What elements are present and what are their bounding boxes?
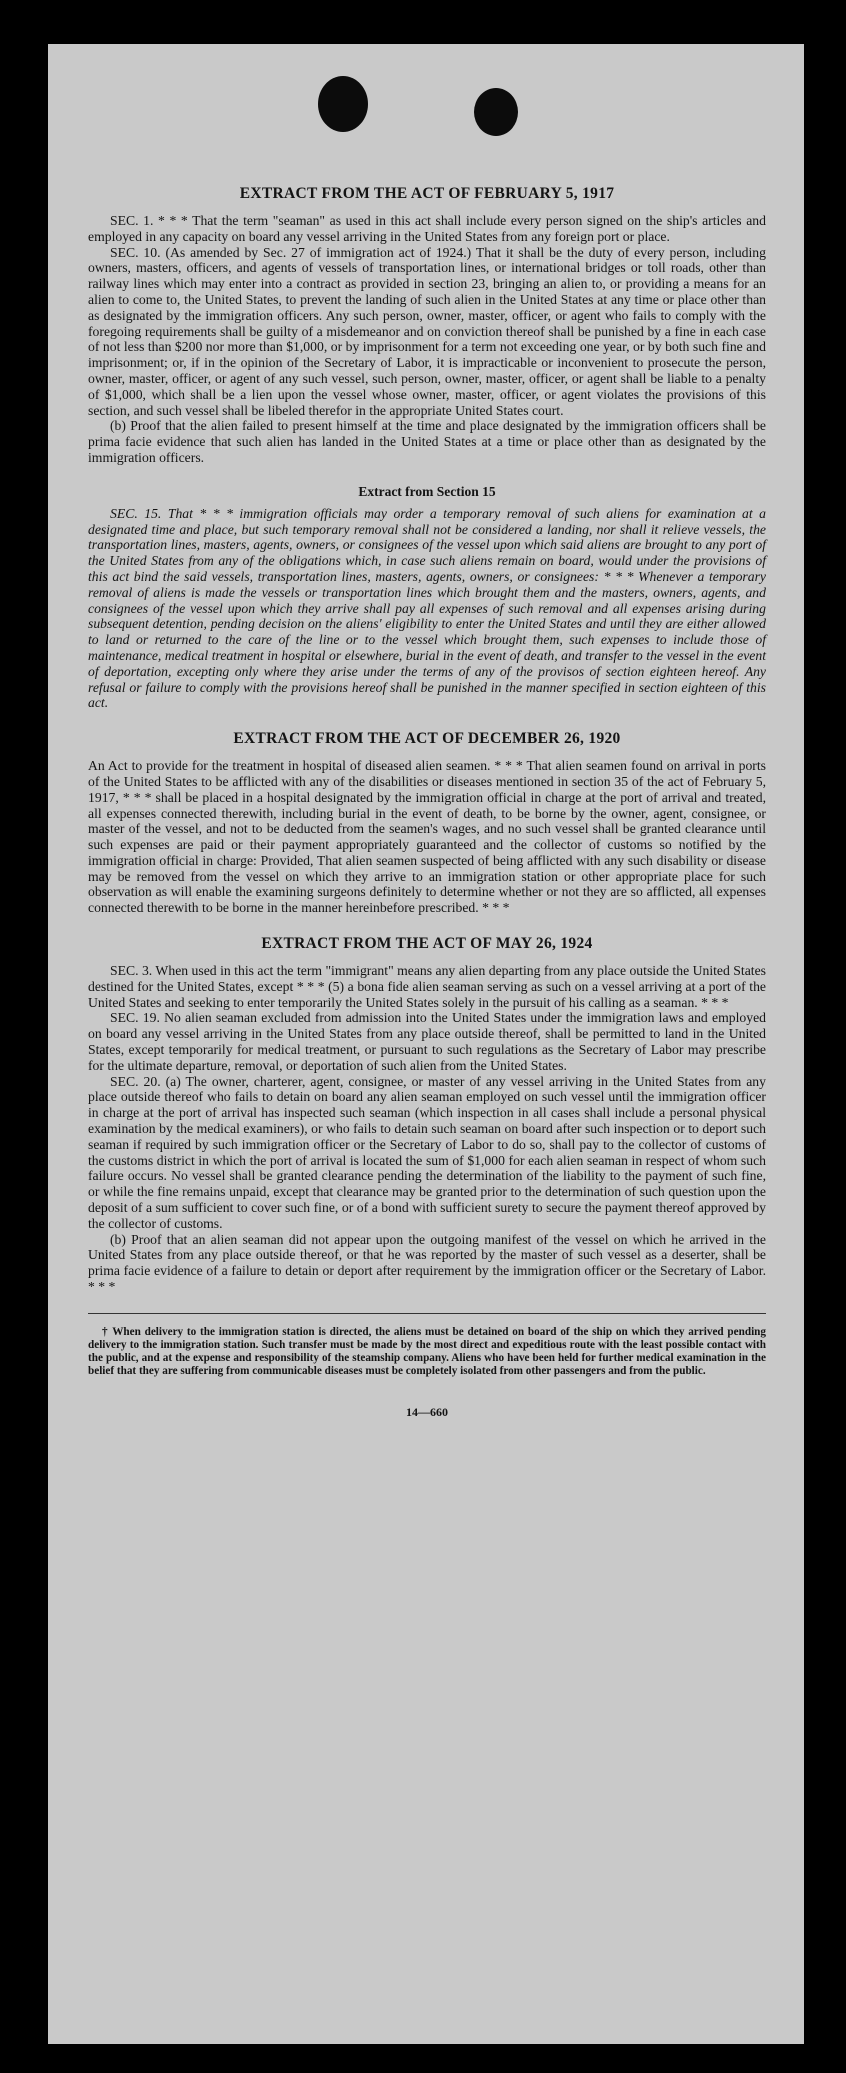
paragraph-act-1920: An Act to provide for the treatment in hospital of diseased alien seamen. * * * That alien seamen found on arrival in ports of the United States to be afflicted with any of the disabilities or diseases mentioned in section 35 of the act of February 5, 1917, * * * shall be placed in a hospital designated by the immigration official in charge at the port of arrival and treated, all expenses connected therewith, including burial in the event of death, to be borne by the owner, agent, consignee, or master of the vessel, and not to be deducted from the seamen's wages, and no such vessel shall be granted clearance until such expenses are paid or their payment appropriately guaranteed and the collector of customs so notified by the immigration official in charge: Provided, That alien seamen suspected of being afflicted with any such disability or disease may be removed from the vessel on which they arrive to an immigration station or other appropriate place for such observation as will enable the examining surgeons definitely to determine whether or not they are so afflicted, all expenses connected therewith to be borne in the manner hereinbefore prescribed. * * * (88, 758, 766, 916)
section-act-1917 (88, 184, 766, 466)
footnote-divider (88, 1313, 766, 1314)
paragraph-sec-20-b: (b) Proof that an alien seaman did not appear upon the outgoing manifest of the vessel on which he arrived in the United States from any place outside thereof, or that he was reported by the master of such vessel as a deserter, shall be prima facie evidence of a failure to detain or deport after requirement by the immigration officer or the Secretary of Labor. * * * (88, 1231, 766, 1295)
section-act-1924 (88, 934, 766, 1295)
paragraph-sec-15: SEC. 15. That * * * immigration officials may order a temporary removal of such aliens for examination at a designated time and place, but such temporary removal shall not be considered a landing, nor shall it relieve vessels, the transportation lines, masters, agents, owners, or consignees of the vessel upon which said aliens are brought to any port of the United States from any of the obligations which, in case such aliens remain on board, would under the provisions of this act bind the said vessels, transportation lines, masters, agents, owners, or consignees: * * * Whenever a temporary removal of aliens is made the vessels or transportation lines which brought them and the masters, owners, agents, and consignees of the vessel upon which they arrive shall pay all expenses of such removal and all expenses arising during subsequent detention, pending decision on the aliens' eligibility to enter the United States and until they are either allowed to land or returned to the care of the line or to the vessel which brought them, such expenses to include those of maintenance, medical treatment in hospital or elsewhere, burial in the event of death, and transfer to the vessel in the event of deportation, excepting only where they arise under the terms of any of the provisos of section eighteen hereof. Any refusal or failure to comply with the provisions hereof shall be punished in the manner specified in section eighteen of this act. (88, 505, 766, 711)
footnote: † When delivery to the immigration station is directed, the aliens must be detained on board of the ship on which they arrived pending delivery to the immigration station. Such transfer must be made by the most direct and expeditious route with the least possible contact with the public, and at the expense and responsibility of the steamship company. Aliens who have been held for further medical examination in the belief that they are suffering from communicable diseases must be completely isolated from other passengers and from the public. (88, 1325, 766, 1378)
heading-section-15: Extract from Section 15 (358, 483, 496, 499)
heading-act-1920: EXTRACT FROM THE ACT OF DECEMBER 26, 1920 (233, 730, 621, 748)
paragraph-sec-19: SEC. 19. No alien seaman excluded from admission into the United States under the immigration laws and employed on board any vessel arriving in the United States from any place outside thereof, shall be permitted to land in the United States, except temporarily for medical treatment, or pursuant to such regulations as the Secretary of Labor may prescribe for the ultimate departure, removal, or deportation of such alien from the United States. (88, 1010, 766, 1073)
paragraph-sec-1: SEC. 1. * * * That the term "seaman" as used in this act shall include every person signed on the ship's articles and employed in any capacity on board any vessel arriving in the United States from any foreign port or place. (88, 213, 766, 244)
punch-hole (474, 88, 518, 136)
paragraph-sec-20-a: SEC. 20. (a) The owner, charterer, agent, consignee, or master of any vessel arriving in the United States from any place outside thereof who fails to detain on board any alien seaman employed on such vessel until the immigration officer in charge at the port of arrival has inspected such seaman (which inspection in all cases shall include a personal physical examination by the medical examiners), or who fails to detain such seaman on board after such inspection or to deport such seaman if required by such immigration officer or the Secretary of Labor to do so, shall pay to the collector of customs of the customs district in which the port of arrival is located the sum of $1,000 for each alien seaman in respect of whom such failure occurs. No vessel shall be granted clearance pending the determination of the liability to the payment of such fine, or while the fine remains unpaid, except that clearance may be granted prior to the determination of such question upon the deposit of a sum sufficient to cover such fine, or of a bond with sufficient surety to secure the payment thereof approved by the collector of customs. (88, 1073, 766, 1231)
heading-act-1924: EXTRACT FROM THE ACT OF MAY 26, 1924 (261, 935, 593, 953)
section-15 (88, 484, 766, 711)
document-sheet (48, 44, 804, 2044)
document-body (88, 184, 766, 1420)
punch-hole (318, 76, 368, 132)
heading-act-1917: EXTRACT FROM THE ACT OF FEBRUARY 5, 1917 (239, 185, 615, 202)
paragraph-sec-3: SEC. 3. When used in this act the term "immigrant" means any alien departing from any place outside the United States destined for the United States, except * * * (5) a bona fide alien seaman serving as such on a vessel arriving at a port of the United States and seeking to enter temporarily the United States solely in the pursuit of his calling as a seaman. * * * (88, 963, 766, 1010)
paragraph-sec-10-b: (b) Proof that the alien failed to present himself at the time and place designated by the immigration officers shall be prima facie evidence that such alien has landed in the United States at a time or place other than as designated by the immigration officers. (88, 418, 766, 465)
footnote-block (88, 1326, 766, 1379)
paragraph-sec-10: SEC. 10. (As amended by Sec. 27 of immigration act of 1924.) That it shall be the duty of every person, including owners, masters, officers, and agents of vessels of transportation lines, or international bridges or toll roads, other than railway lines which may enter into a contract as provided in section 23, bringing an alien to, or providing a means for an alien to come to, the United States, to prevent the landing of such alien in the United States at any time or place other than as designated by the immigration officers. Any such person, owner, master, officer, or agent who fails to comply with the foregoing requirements shall be guilty of a misdemeanor and on conviction thereof shall be punished by a fine in each case of not less than $200 nor more than $1,000, or by imprisonment for a term not exceeding one year, or by both such fine and imprisonment; or, if in the opinion of the Secretary of Labor, it is impracticable or inconvenient to prosecute the person, owner, master, officer, or agent of any such vessel, such person, owner, master, officer, or agent shall be liable to a penalty of $1,000, which shall be a lien upon the vessel whose owner, master, officer, or agent violates the provisions of this section, and such vessel shall be libeled therefor in the appropriate United States court. (88, 244, 766, 418)
page-number: 14—660 (406, 1404, 448, 1419)
section-act-1920 (88, 729, 766, 916)
